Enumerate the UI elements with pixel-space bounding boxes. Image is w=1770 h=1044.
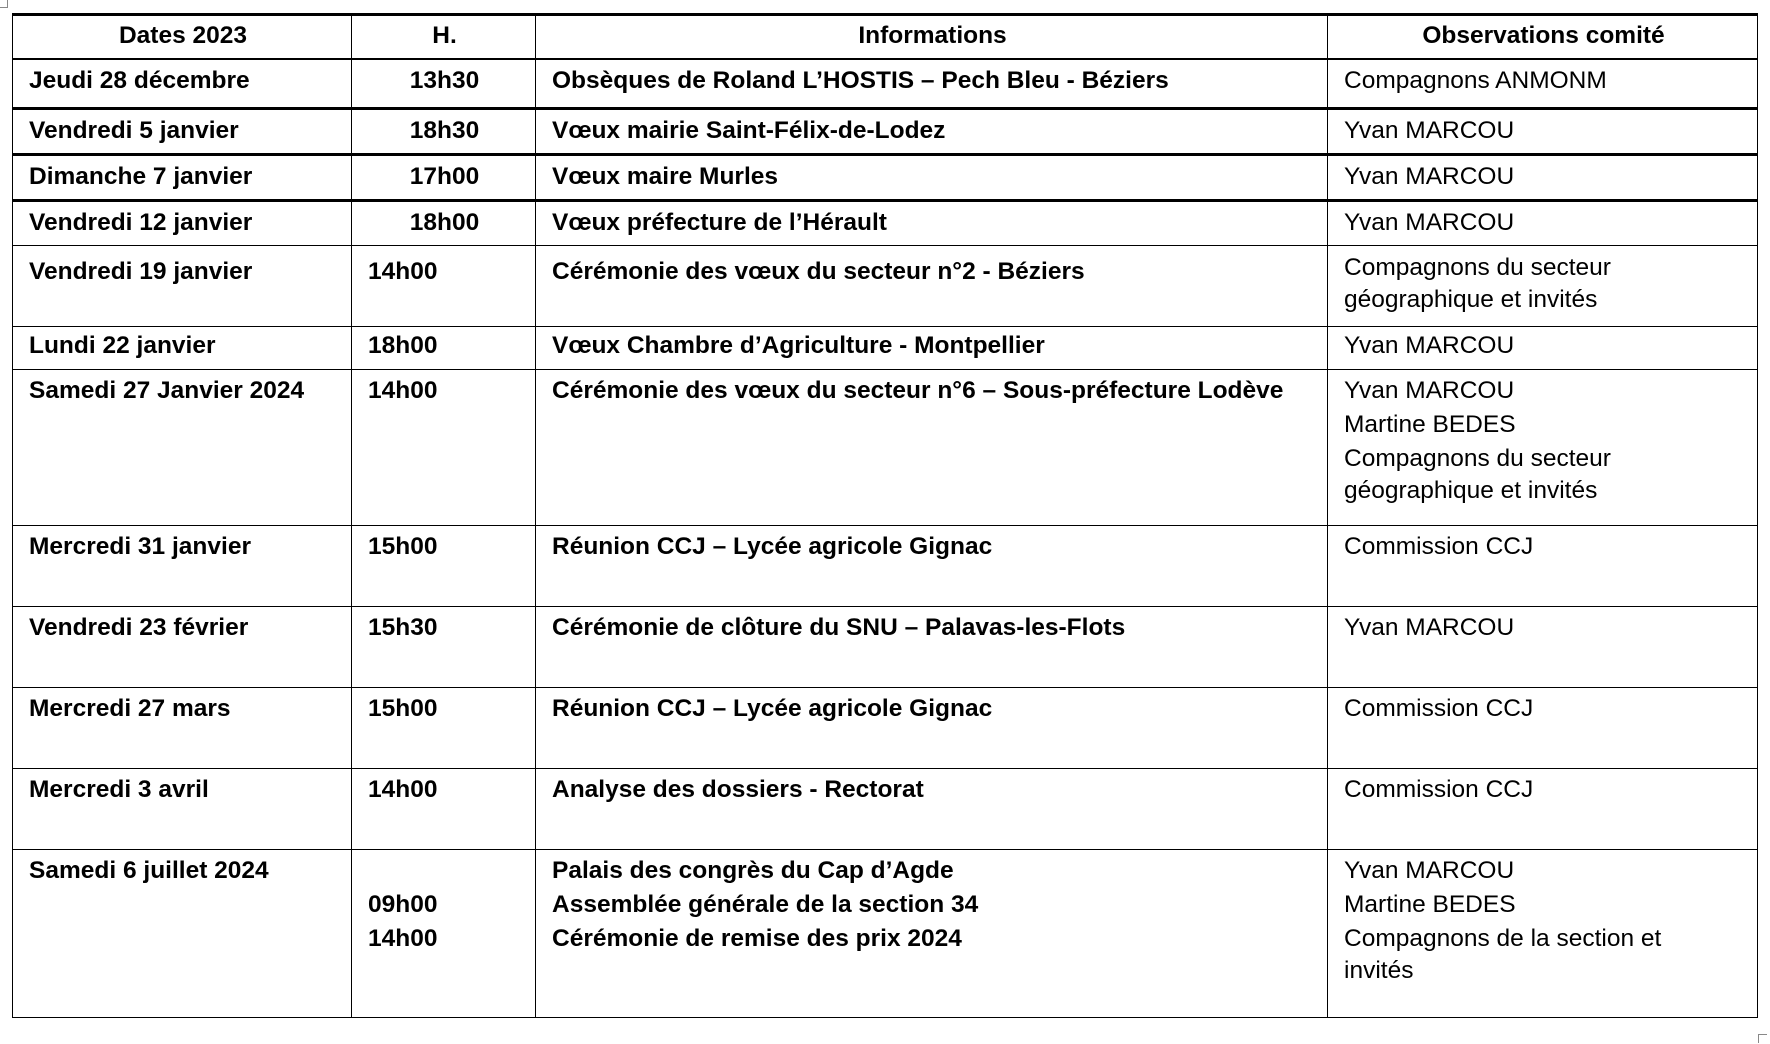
cell-info: Cérémonie des vœux du secteur n°2 - Béziers [536, 245, 1328, 326]
observation-line: Compagnons du secteur [1344, 444, 1611, 472]
observation-line: Compagnons de la section et [1344, 924, 1662, 952]
cell-info: Cérémonie de clôture du SNU – Palavas-les-Flots [536, 606, 1328, 687]
cell-hour: 18h00 [352, 326, 536, 369]
cell-hour: 15h00 [352, 525, 536, 606]
observation-line: Martine BEDES [1344, 410, 1516, 438]
observation-line: géographique et invités [1344, 285, 1598, 313]
cell-date: Lundi 22 janvier [13, 326, 352, 369]
table-body [13, 59, 1758, 1017]
cell-hour: 15h30 [352, 606, 536, 687]
table-row [13, 200, 1758, 245]
table-row [13, 525, 1758, 606]
cell-date: Mercredi 27 mars [13, 687, 352, 768]
cell-date: Samedi 27 Janvier 2024 [13, 369, 352, 525]
observation-line: géographique et invités [1344, 476, 1598, 504]
cell-hour: 18h00 [352, 200, 536, 245]
cell-date: Samedi 6 juillet 2024 [13, 849, 352, 1017]
table-header [13, 15, 1758, 60]
cell-hour: 13h30 [352, 59, 536, 108]
header-observations: Observations comité [1328, 15, 1758, 60]
cell-hour: 17h00 [352, 154, 536, 200]
table-row [13, 154, 1758, 200]
table-row [13, 369, 1758, 525]
cell-hour: 15h00 [352, 687, 536, 768]
table-row [13, 326, 1758, 369]
cell-observations: Yvan MARCOU [1328, 606, 1758, 687]
cell-date: Vendredi 19 janvier [13, 245, 352, 326]
cell-info: Obsèques de Roland L’HOSTIS – Pech Bleu - Béziers [536, 59, 1328, 108]
observation-line: Compagnons du secteur [1344, 253, 1611, 281]
cell-info: Vœux préfecture de l’Hérault [536, 200, 1328, 245]
cell-hour: 14h00 [352, 245, 536, 326]
cell-info: Réunion CCJ – Lycée agricole Gignac [536, 525, 1328, 606]
cell-info: Vœux maire Murles [536, 154, 1328, 200]
agenda-table [12, 13, 1758, 1018]
cell-observations: Commission CCJ [1328, 525, 1758, 606]
info-line: Assemblée générale de la section 34 [552, 890, 979, 918]
cell-info [536, 849, 1328, 1017]
table-row [13, 606, 1758, 687]
cell-info: Vœux mairie Saint-Félix-de-Lodez [536, 108, 1328, 154]
cell-observations [1328, 245, 1758, 326]
header-info: Informations [536, 15, 1328, 60]
cell-date: Vendredi 5 janvier [13, 108, 352, 154]
cell-info: Analyse des dossiers - Rectorat [536, 768, 1328, 849]
info-line: Palais des congrès du Cap d’Agde [552, 856, 954, 884]
table-row [13, 849, 1758, 1017]
cell-observations: Compagnons ANMONM [1328, 59, 1758, 108]
cell-date: Mercredi 31 janvier [13, 525, 352, 606]
cell-info: Vœux Chambre d’Agriculture - Montpellier [536, 326, 1328, 369]
cell-hour: 14h00 [352, 768, 536, 849]
observation-line: Yvan MARCOU [1344, 376, 1515, 404]
cell-date: Vendredi 12 janvier [13, 200, 352, 245]
cell-date: Jeudi 28 décembre [13, 59, 352, 108]
table-row [13, 108, 1758, 154]
page-corner-mark [0, 0, 8, 8]
cell-observations [1328, 369, 1758, 525]
cell-observations: Yvan MARCOU [1328, 154, 1758, 200]
cell-observations: Commission CCJ [1328, 687, 1758, 768]
observation-line: invités [1344, 956, 1414, 984]
cell-hour: 14h00 [352, 369, 536, 525]
table-row [13, 687, 1758, 768]
cell-observations: Yvan MARCOU [1328, 326, 1758, 369]
table-row [13, 245, 1758, 326]
hour-line: 14h00 [368, 924, 438, 952]
cell-observations: Yvan MARCOU [1328, 200, 1758, 245]
cell-hour: 18h30 [352, 108, 536, 154]
cell-date: Vendredi 23 février [13, 606, 352, 687]
hour-line: 09h00 [368, 890, 438, 918]
header-date: Dates 2023 [13, 15, 352, 60]
table-row [13, 768, 1758, 849]
cell-info: Réunion CCJ – Lycée agricole Gignac [536, 687, 1328, 768]
header-row [13, 15, 1758, 60]
cell-observations: Yvan MARCOU [1328, 108, 1758, 154]
cell-info: Cérémonie des vœux du secteur n°6 – Sous-préfecture Lodève [536, 369, 1328, 525]
observation-line: Martine BEDES [1344, 890, 1516, 918]
cell-date: Dimanche 7 janvier [13, 154, 352, 200]
cell-observations [1328, 849, 1758, 1017]
observation-line: Yvan MARCOU [1344, 856, 1515, 884]
info-line: Cérémonie de remise des prix 2024 [552, 924, 962, 952]
page-corner-mark-bottom [1758, 1034, 1767, 1043]
table-row [13, 59, 1758, 108]
header-hour: H. [352, 15, 536, 60]
cell-observations: Commission CCJ [1328, 768, 1758, 849]
cell-date: Mercredi 3 avril [13, 768, 352, 849]
cell-hour [352, 849, 536, 1017]
